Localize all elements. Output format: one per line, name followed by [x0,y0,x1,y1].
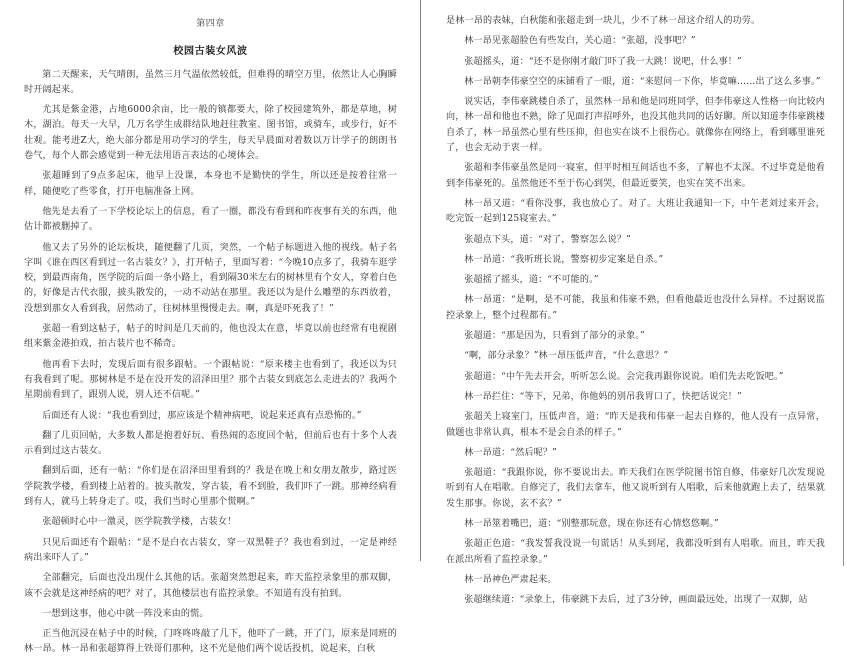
paragraph: 张超摇头，道：“还不是你刚才敲门吓了我一大跳！说吧，什么事！” [464,56,742,67]
paragraph: 是林一昂的表妹，白秋能和张超走到一块儿，少不了林一昂这介绍人的功劳。 [446,16,761,26]
paragraph: 张超道：“我跟你说，你不要说出去。昨天我们在医学院图书馆自修，伟豪好几次发现说听到有人在唱歌。自修完了，我们去拿车，他又说听到有人唱歌，后来他就跑上去了，结果就发生那事。你说，玄不玄？” [446,468,825,509]
paragraph: “啊，部分录象？”林一昂压低声音，“什么意思？” [464,351,669,362]
paragraph: 张超一看到这帖子，帖子的时间是几天前的，他也没太在意，毕竟以前也经常有电视剧组来紫金港拍戏，拍古装片也不稀奇。 [24,324,397,350]
paragraph: 林一昂朝李伟豪空空的床铺看了一眼，道：“来慰问一下你，毕竟嘛……出了这么多事。” [464,76,821,87]
paragraph: 张超道：“中午先去开会，听听怎么说。会完我再跟你说说。咱们先去吃饭吧。” [464,371,784,382]
paragraph: 他先是去看了一下学校论坛上的信息，看了一圈，都没有看到和昨夜事有关的东西，他估计都被删掉了。 [24,206,397,233]
paragraph: 张超睡到了9点多起床，他早上没课，本身也不是勤快的学生，所以还是按着往常一样，随便吃了些零食，打开电脑准备上网。 [24,171,397,197]
paragraph: 张超继续道：“录象上，伟豪跳下去后，过了3分钟，画面最远处，出现了一双脚，站 [464,595,808,606]
paragraph: 翻到后面，还有一帖：“你们是在沼泽田里看到的？我是在晚上和女朋友散步，路过医学院教学楼，看到楼上站着的。披头散发，穿古装，看不到脸，我们吓了一跳。那神经病看到有人，就马上转身走了。哎，我们当时心里那个慌啊。” [24,466,397,508]
paragraph: 张超道：“那是因为，只看到了部分的录象。” [464,331,645,342]
paragraph: 张超和李伟豪虽然是同一寝室，但平时相互间话也不多，了解也不太深。不过毕竟是他看到李伟豪死的。虽然他还不至于伤心到哭，但最近要笑，也实在笑不出来。 [446,163,825,189]
paragraph: 林一昂神色严肃起来。 [464,574,557,585]
paragraph: 后面还有人说：“我也看到过，那应该是个精神病吧，说起来还真有点恐怖的。” [42,410,362,421]
paragraph: 林一昂筮着嘴巴，道：“别整那玩意，现在你还有心情悠悠啊。” [464,519,719,530]
chapter-number: 第四章 [196,19,225,29]
paragraph: 林一昂道：“是啊，是不可能，我虽和伟豪不熟，但看他最近也没什么异样。不过据说监控录象上，整个过程都有。” [446,295,825,321]
chapter-title: 校园古装女风波 [173,45,248,57]
paragraph: 林一昂拦住：“等下，兄弟，你他妈的别吊我胃口了，快把话说完！” [464,391,742,402]
paragraph: 林一昂见张超脸色有些发白，关心道：“张超，没事吧？” [464,36,696,47]
paragraph: 一想到这事，他心中就一阵没来由的慌。 [42,608,209,619]
paragraph: 第二天醒来，天气晴朗，虽然三月气温依然较低，但难得的晴空万里，依然让人心胸瞬时开阔起来。 [24,69,397,95]
paragraph: 正当他沉浸在帖子中的时候，门咚咚咚敲了几下，他吓了一跳，开了门，原来是同班的林一昂。林一昂和张超算得上铁哥们那种，这不光是他们两个说话投机，说起来，白秋 [24,629,397,655]
paragraph: 林一昂道：“然后呢？” [464,447,557,458]
paragraph: 说实话，李伟豪跳楼自杀了，虽然林一昂和他是同班同学，但李伟豪这人性格一向比较内向，林一昂和他也不熟，除了见面打声招呼外，也没其他共同的话好聊。所以知道李伟豪跳楼自杀了，林一昂虽然心里有些压抑，但也实在谈不上很伤心。就像你在网络上，看到哪里谁死了，也会无动于衷一样。 [446,97,825,154]
paragraph: 林一昂道：“我听班长说，警察初步定案是自杀。” [464,254,664,265]
paragraph: 全部翻完，后面也没出现什么其他的话。张超突然想起来，昨天监控录象里的那双脚，该不会就是这神经病的吧？对了，其他楼层也有监控录象。不知道有没有拍到。 [24,573,397,599]
paragraph: 只见后面还有个跟帖：“是不是白衣古装女，穿一双黑鞋子？我也看到过，一定是神经病出来吓人了。” [24,537,397,563]
paragraph: 张超摇了摇头，道：“不可能的。” [464,275,599,286]
right-page-body [446,14,825,609]
paragraph: 张超关上寝室门，压低声音，道：“昨天是我和伟豪一起去自修的，他人没有一点异常，做题也非常认真，根本不是会自杀的样子。” [446,412,825,438]
left-page-body [24,68,397,658]
paragraph: 张超顿时心中一激灵，医学院教学楼，古装女！ [42,517,237,528]
page-right [421,0,847,606]
paragraph: 翻了几页回帖，大多数人都是抱着好玩、看热闹的态度回个帖，但前后也有十多个人表示看到过这古装女。 [24,430,397,457]
page-left [0,0,421,655]
paragraph: 林一昂又道：“看你没事，我也放心了。对了。大班让我通知一下，中午老刘过来开会，吃完饭一起到125寝室去。” [446,198,825,225]
paragraph: 他又去了另外的论坛板块，随便翻了几页，突然，一个帖子标题进入他的视线。帖子名字叫《谁在西区看到过一名古装女？》，打开帖子，里面写着：“今晚10点多了，我骑车逛学校，到最西南角，医学院的后面一条小路上，看到隔30米左右的树林里有个女人，穿着白色的，好像是古代衣服，披头散发的，一动不动站在那里。我还以为是什么雕塑的东西放着，没想到那女人看到我，居然动了，往树林里慢慢走去。啊，真是吓死我了！” [24,242,397,314]
paragraph: 张超点下头，道：“对了，警察怎么说？” [464,234,631,245]
paragraph: 尤其是紫金港，占地6000余亩，比一般的镇都要大，除了校园建筑外，都是草地，树木，湖泊。每天一大早，几万名学生成群结队地赶往教室、图书馆，或骑车，或步行，好不壮观。能考进Z大，绝大部分都是用功学习的学生，每天早晨面对着数以万计学子的朗朗书卷气，每个人都会感觉到一种无法用语言表达的心境体会。 [24,105,397,162]
paragraph: 他再看下去时，发现后面有很多跟帖。一个跟帖说：“原来楼主也看到了，我还以为只有我看到了呢。那树林是不是在没开发的沼泽田里？那个古装女到底怎么走进去的？我两个星期前看到了，跟别人说，别人还不信呢。” [24,359,397,401]
right-edge-rule [843,0,844,566]
paragraph: 张超正色道：“我发誓我没说一句谎话！从头到尾，我都没听到有人唱歌。而且，昨天我在派出所看了监控录象。” [446,539,825,565]
